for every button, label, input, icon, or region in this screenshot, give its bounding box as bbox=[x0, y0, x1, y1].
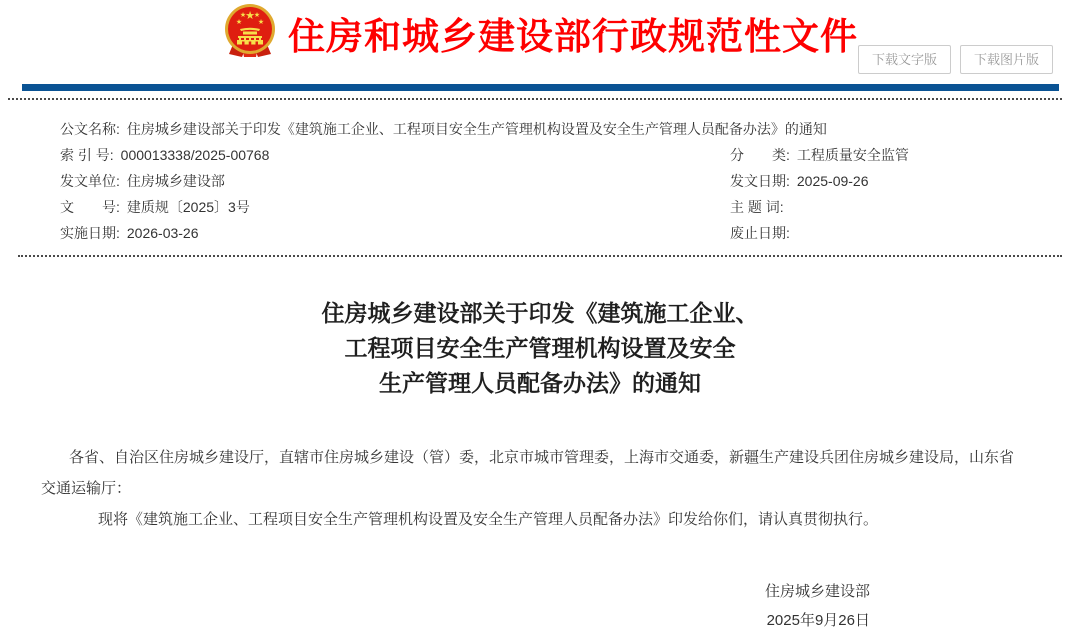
meta-row-index-category bbox=[60, 142, 1020, 168]
svg-text:★: ★ bbox=[253, 12, 261, 19]
meta-row-issuer-issuedate bbox=[60, 168, 1020, 194]
signature-org: 住房城乡建设部 bbox=[764, 583, 870, 600]
svg-text:★: ★ bbox=[245, 10, 255, 22]
dotted-divider-bottom bbox=[18, 255, 1062, 257]
download-text-button[interactable]: 下载文字版 bbox=[858, 45, 951, 74]
svg-text:★: ★ bbox=[257, 19, 265, 26]
body-paragraph-salutation: 各省、自治区住房城乡建设厅，直辖市住房城乡建设（管）委，北京市城市管理委，上海市交通委，新疆生产建设兵团住房城乡建设局，山东省交通运输厅： bbox=[41, 449, 1015, 497]
national-emblem-icon bbox=[222, 2, 278, 63]
header-divider-bar bbox=[22, 84, 1059, 91]
meta-label-issue-date: 发文日期: bbox=[730, 173, 790, 189]
signature-date: 2025年9月26日 bbox=[766, 612, 870, 629]
page-title: 住房和城乡建设部行政规范性文件 bbox=[288, 15, 858, 57]
meta-value-issuing-unit: 住房城乡建设部 bbox=[126, 173, 225, 189]
meta-label-doc-name: 公文名称: bbox=[60, 121, 120, 137]
signature-block bbox=[0, 577, 1080, 635]
meta-label-index-no: 索 引 号: bbox=[60, 147, 114, 163]
meta-value-index-no: 000013338/2025-00768 bbox=[120, 147, 270, 163]
site-brand bbox=[222, 2, 858, 63]
download-buttons bbox=[858, 45, 1053, 74]
meta-label-category: 分 类: bbox=[730, 147, 790, 163]
meta-label-effective-date: 实施日期: bbox=[60, 225, 120, 241]
meta-value-issue-date: 2025-09-26 bbox=[796, 173, 869, 189]
document-title-line-1: 住房城乡建设部关于印发《建筑施工企业、 bbox=[321, 301, 759, 326]
svg-text:★: ★ bbox=[239, 12, 247, 19]
meta-label-doc-number: 文 号: bbox=[60, 199, 120, 215]
body-paragraph-main: 现将《建筑施工企业、工程项目安全生产管理机构设置及安全生产管理人员配备办法》印发给你们，请认真贯彻执行。 bbox=[98, 511, 879, 528]
document-title-line-3: 生产管理人员配备办法》的通知 bbox=[379, 371, 701, 396]
document-title-line-2: 工程项目安全生产管理机构设置及安全 bbox=[344, 336, 736, 361]
meta-row-docno-keywords bbox=[60, 194, 1020, 220]
meta-value-doc-name: 住房城乡建设部关于印发《建筑施工企业、工程项目安全生产管理机构设置及安全生产管理人员配备办法》的通知 bbox=[126, 121, 827, 137]
meta-value-doc-number: 建质规〔2025〕3号 bbox=[126, 199, 250, 215]
meta-label-issuing-unit: 发文单位: bbox=[60, 173, 120, 189]
meta-value-effective-date: 2026-03-26 bbox=[126, 225, 199, 241]
document-title bbox=[0, 296, 1080, 401]
meta-label-keywords: 主 题 词: bbox=[730, 199, 784, 215]
page-header bbox=[0, 0, 1080, 84]
download-image-button[interactable]: 下载图片版 bbox=[960, 45, 1053, 74]
meta-value-category: 工程质量安全监管 bbox=[796, 147, 909, 163]
document-body bbox=[41, 442, 1014, 535]
meta-row-name bbox=[60, 116, 1020, 142]
meta-label-repeal-date: 废止日期: bbox=[730, 225, 790, 241]
svg-text:★: ★ bbox=[235, 19, 243, 26]
document-meta bbox=[0, 100, 1080, 255]
meta-row-effective-repeal bbox=[60, 220, 1020, 246]
